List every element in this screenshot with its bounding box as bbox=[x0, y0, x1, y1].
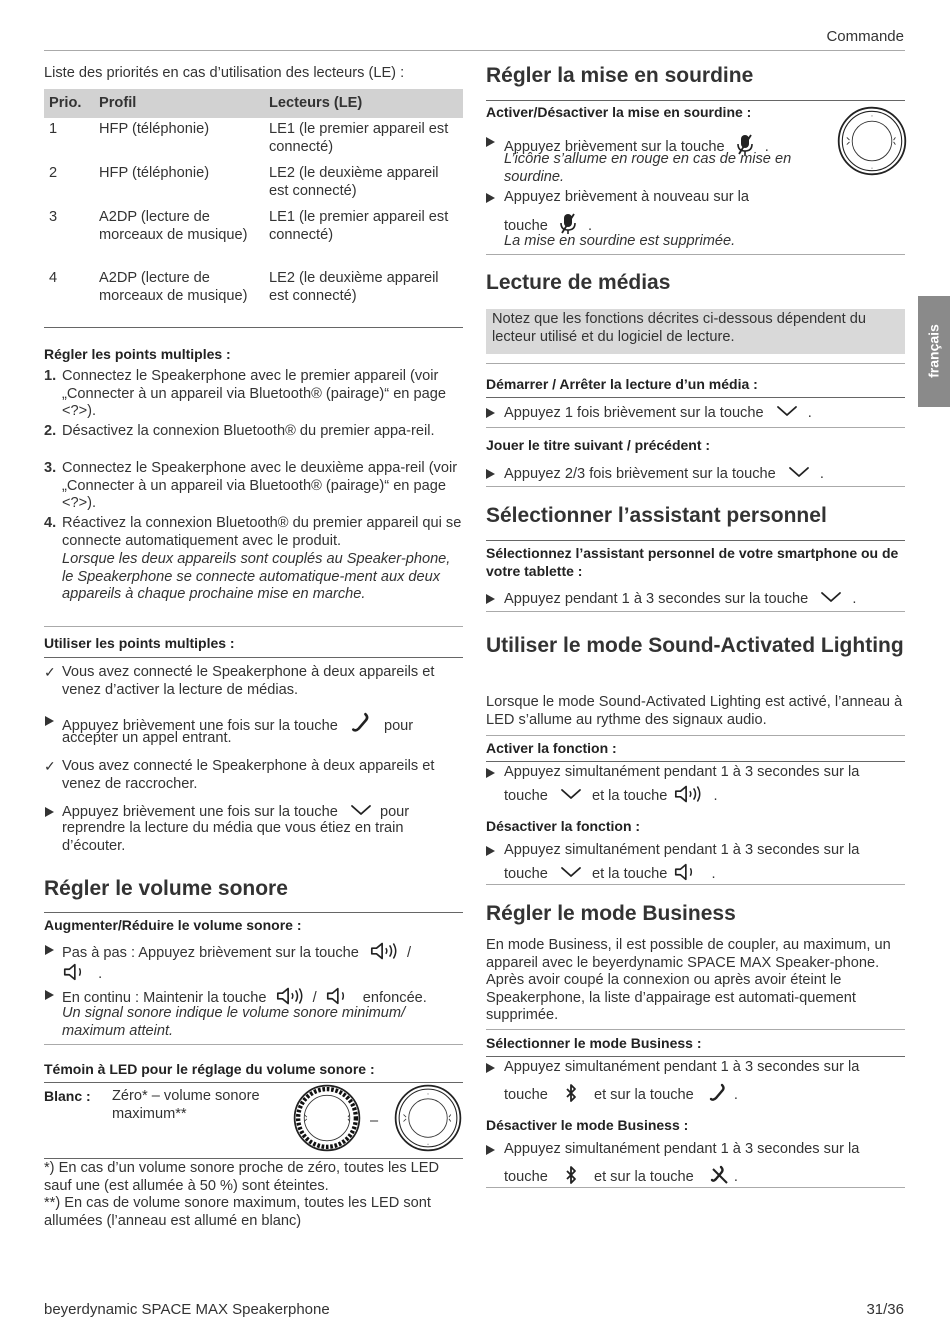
col-prio: Prio. bbox=[44, 89, 94, 118]
speaker-top-illustration bbox=[836, 105, 908, 177]
media-next-step: Appuyez 2/3 fois brièvement sur la touche . bbox=[504, 466, 824, 482]
mute-subtitle: Activer/Désactiver la mise en sourdine : bbox=[486, 104, 752, 120]
sal-deactivate-step: Appuyez simultanément pendant 1 à 3 secondes sur la bbox=[504, 842, 860, 858]
step-1: Connectez le Speakerphone avec le premier appareil (voir „Connecter à un appareil via Bluetooth® (pairage)“ en page <?>). bbox=[62, 368, 446, 419]
sal-activate-step: Appuyez simultanément pendant 1 à 3 secondes sur la bbox=[504, 764, 860, 780]
media-icon bbox=[350, 803, 372, 817]
bullet-arrow-icon bbox=[486, 469, 495, 479]
led-text: Zéro* – volume sonore maximum** bbox=[112, 1088, 260, 1122]
call-icon bbox=[708, 1083, 728, 1103]
bullet-arrow-icon bbox=[486, 193, 495, 203]
mute-step-1: Appuyez brièvement sur la touche . bbox=[504, 133, 769, 157]
section-rule bbox=[486, 735, 905, 736]
volume-down-icon bbox=[673, 862, 695, 882]
step-4: Réactivez la connexion Bluetooth® du premier appareil qui se connecte automatiquement avec le produit. bbox=[62, 515, 462, 549]
language-tab[interactable] bbox=[918, 296, 950, 407]
business-deactivate-step: Appuyez simultanément pendant 1 à 3 secondes sur la bbox=[504, 1141, 860, 1157]
business-select-step-line2: touche et sur la touche . bbox=[504, 1083, 738, 1105]
priority-table bbox=[44, 89, 463, 327]
media-icon bbox=[776, 404, 798, 418]
media-icon bbox=[788, 465, 810, 479]
volume-continuous: En continu : Maintenir la touche / enfoncée. bbox=[62, 986, 427, 1008]
media-play-step: Appuyez 1 fois brièvement sur la touche . bbox=[504, 405, 812, 421]
check-icon: ✓ bbox=[44, 758, 56, 774]
bullet-arrow-icon bbox=[45, 990, 54, 1000]
subtitle-rule bbox=[486, 540, 905, 541]
step-3: Connectez le Speakerphone avec le deuxième appa-reil (voir „Connecter à un appareil via Bluetooth® (pairage)“ en page <?>). bbox=[62, 460, 458, 511]
subtitle-rule bbox=[486, 100, 905, 101]
media-play-subtitle: Démarrer / Arrêter la lecture d’un média : bbox=[486, 376, 758, 392]
mute-title: Régler la mise en sourdine bbox=[486, 64, 754, 87]
action-2: Appuyez brièvement une fois sur la touche pour bbox=[62, 804, 410, 820]
table-bottom-rule bbox=[44, 1158, 463, 1159]
media-icon bbox=[560, 865, 582, 879]
subtitle-rule bbox=[44, 912, 463, 913]
volume-down-icon bbox=[62, 962, 84, 982]
step-4-note: Lorsque les deux appareils sont couplés au Speaker-phone, le Speakerphone se connecte automatique-ment aux deux appareils à chaque prochaine mise en marche. bbox=[62, 551, 451, 602]
section-header: Commande bbox=[826, 28, 904, 45]
bullet-arrow-icon bbox=[486, 768, 495, 778]
subtitle-rule bbox=[486, 1056, 905, 1057]
bullet-arrow-icon bbox=[486, 1063, 495, 1073]
volume-step-line2: . bbox=[62, 962, 102, 984]
subtitle-rule bbox=[486, 761, 905, 762]
table-bottom-rule bbox=[44, 327, 463, 328]
business-deactivate-subtitle: Désactiver le mode Business : bbox=[486, 1117, 689, 1133]
section-rule bbox=[44, 626, 463, 627]
step-number: 1. bbox=[44, 368, 57, 384]
table-row: 1 HFP (téléphonie) LE1 (le premier appareil est connecté) bbox=[49, 121, 449, 155]
volume-up-icon bbox=[369, 941, 399, 961]
bullet-arrow-icon bbox=[486, 846, 495, 856]
business-select-subtitle: Sélectionner le mode Business : bbox=[486, 1035, 702, 1051]
step-2: Désactivez la connexion Bluetooth® du premier appa-reil. bbox=[62, 423, 435, 439]
bullet-arrow-icon bbox=[486, 137, 495, 147]
footnote-2: **) En cas de volume sonore maximum, toutes les LED sont allumées (l’anneau est allumé en blanc) bbox=[44, 1195, 431, 1229]
business-title: Régler le mode Business bbox=[486, 902, 736, 925]
media-note: Notez que les fonctions décrites ci-dessous dépendent du lecteur utilisé et du logiciel de lecture. bbox=[486, 309, 905, 354]
volume-subtitle: Augmenter/Réduire le volume sonore : bbox=[44, 917, 302, 933]
volume-continuous-note: Un signal sonore indique le volume sonore minimum/ maximum atteint. bbox=[62, 1005, 406, 1039]
mute-step-2-note: La mise en sourdine est supprimée. bbox=[504, 233, 736, 249]
assistant-subtitle: Sélectionnez l’assistant personnel de votre smartphone ou de votre tablette : bbox=[486, 545, 899, 579]
volume-up-icon bbox=[673, 784, 703, 804]
media-title: Lecture de médias bbox=[486, 271, 671, 294]
check-icon: ✓ bbox=[44, 664, 56, 680]
condition-1: Vous avez connecté le Speakerphone à deux appareils et venez d’activer la lecture de médias. bbox=[62, 664, 435, 698]
bullet-arrow-icon bbox=[486, 408, 495, 418]
page-number: 31/36 bbox=[866, 1301, 904, 1318]
language-tab-label: français bbox=[925, 324, 942, 378]
action-1: Appuyez brièvement une fois sur la touche pour bbox=[62, 712, 413, 736]
action-2-line2: reprendre la lecture du média que vous étiez en train d’écouter. bbox=[62, 820, 404, 854]
priority-intro: Liste des priorités en cas d’utilisation des lecteurs (LE) : bbox=[44, 65, 405, 81]
volume-step: Pas à pas : Appuyez brièvement sur la touche / bbox=[62, 941, 411, 963]
assistant-title: Sélectionner l’assistant personnel bbox=[486, 504, 827, 527]
table-row: 4 A2DP (lecture de morceaux de musique) LE2 (le deuxième appareil est connecté) bbox=[49, 270, 439, 304]
section-rule bbox=[486, 1187, 905, 1188]
subtitle-rule bbox=[486, 397, 905, 398]
step-number: 2. bbox=[44, 423, 57, 439]
section-rule bbox=[44, 1044, 463, 1045]
sal-title: Utiliser le mode Sound-Activated Lighting bbox=[486, 634, 904, 657]
header-rule bbox=[44, 50, 905, 51]
mute-step-1-note: L’icône s’allume en rouge en cas de mise en sourdine. bbox=[504, 151, 792, 185]
speaker-led-min-illustration bbox=[292, 1083, 362, 1153]
bullet-arrow-icon bbox=[45, 807, 54, 817]
business-intro: En mode Business, il est possible de coupler, au maximum, un appareil avec le beyerdynamic SPACE MAX Speaker-phone. Après avoir coupé la connexion ou après avoir éteint le Speakerphone, la liste d’appairage est automati-quement supprimée. bbox=[486, 937, 891, 1023]
col-profil: Profil bbox=[94, 89, 264, 118]
step-number: 4. bbox=[44, 515, 57, 531]
led-dash: – bbox=[370, 1113, 379, 1129]
footer-product: beyerdynamic SPACE MAX Speakerphone bbox=[44, 1301, 330, 1318]
sal-activate-step-line2: touche et la touche . bbox=[504, 784, 718, 806]
bullet-arrow-icon bbox=[486, 594, 495, 604]
step-number: 3. bbox=[44, 460, 57, 476]
footnote-1: *) En cas d’un volume sonore proche de zéro, toutes les LED sauf une (est allumée à 50 %) sont éteintes. bbox=[44, 1160, 440, 1194]
led-title: Témoin à LED pour le réglage du volume sonore : bbox=[44, 1061, 375, 1077]
section-rule bbox=[486, 884, 905, 885]
bluetooth-icon bbox=[564, 1165, 578, 1185]
sal-deactivate-step-line2: touche et la touche . bbox=[504, 862, 716, 884]
call-icon bbox=[350, 712, 372, 734]
bluetooth-icon bbox=[564, 1083, 578, 1103]
volume-title: Régler le volume sonore bbox=[44, 877, 288, 900]
speaker-led-max-illustration bbox=[393, 1083, 463, 1153]
business-select-step: Appuyez simultanément pendant 1 à 3 secondes sur la bbox=[504, 1059, 860, 1075]
section-rule bbox=[486, 1029, 905, 1030]
bullet-arrow-icon bbox=[486, 1145, 495, 1155]
section-rule bbox=[486, 363, 905, 364]
sal-deactivate-subtitle: Désactiver la fonction : bbox=[486, 818, 641, 834]
bullet-arrow-icon bbox=[45, 716, 54, 726]
bullet-arrow-icon bbox=[45, 945, 54, 955]
sal-intro: Lorsque le mode Sound-Activated Lighting est activé, l’anneau à LED s’allume au rythme des signaux audio. bbox=[486, 694, 903, 728]
action-1-line2: accepter un appel entrant. bbox=[62, 730, 232, 746]
hang-up-icon bbox=[708, 1165, 730, 1185]
section-rule bbox=[486, 486, 905, 487]
use-multipoint-title: Utiliser les points multiples : bbox=[44, 635, 235, 651]
media-icon bbox=[820, 590, 842, 604]
section-rule bbox=[486, 427, 905, 428]
assistant-step: Appuyez pendant 1 à 3 secondes sur la touche . bbox=[504, 591, 857, 607]
table-row: 3 A2DP (lecture de morceaux de musique) LE1 (le premier appareil est connecté) bbox=[49, 209, 449, 243]
section-rule bbox=[486, 611, 905, 612]
condition-2: Vous avez connecté le Speakerphone à deux appareils et venez de raccrocher. bbox=[62, 758, 435, 792]
subtitle-rule bbox=[44, 657, 463, 658]
volume-up-icon bbox=[275, 986, 305, 1006]
table-row: 2 HFP (téléphonie) LE2 (le deuxième appareil est connecté) bbox=[49, 165, 439, 199]
col-lecteurs: Lecteurs (LE) bbox=[264, 89, 463, 118]
media-icon bbox=[560, 787, 582, 801]
section-rule bbox=[486, 254, 905, 255]
sal-activate-subtitle: Activer la fonction : bbox=[486, 740, 617, 756]
media-next-subtitle: Jouer le titre suivant / précédent : bbox=[486, 437, 711, 453]
mute-step-2: Appuyez brièvement à nouveau sur la bbox=[504, 189, 750, 205]
volume-down-icon bbox=[325, 986, 347, 1006]
business-deactivate-step-line2: touche et sur la touche . bbox=[504, 1165, 738, 1187]
multipoint-title: Régler les points multiples : bbox=[44, 346, 231, 362]
led-label: Blanc : bbox=[44, 1088, 91, 1104]
mute-step-2-line2: touche . bbox=[504, 212, 592, 236]
